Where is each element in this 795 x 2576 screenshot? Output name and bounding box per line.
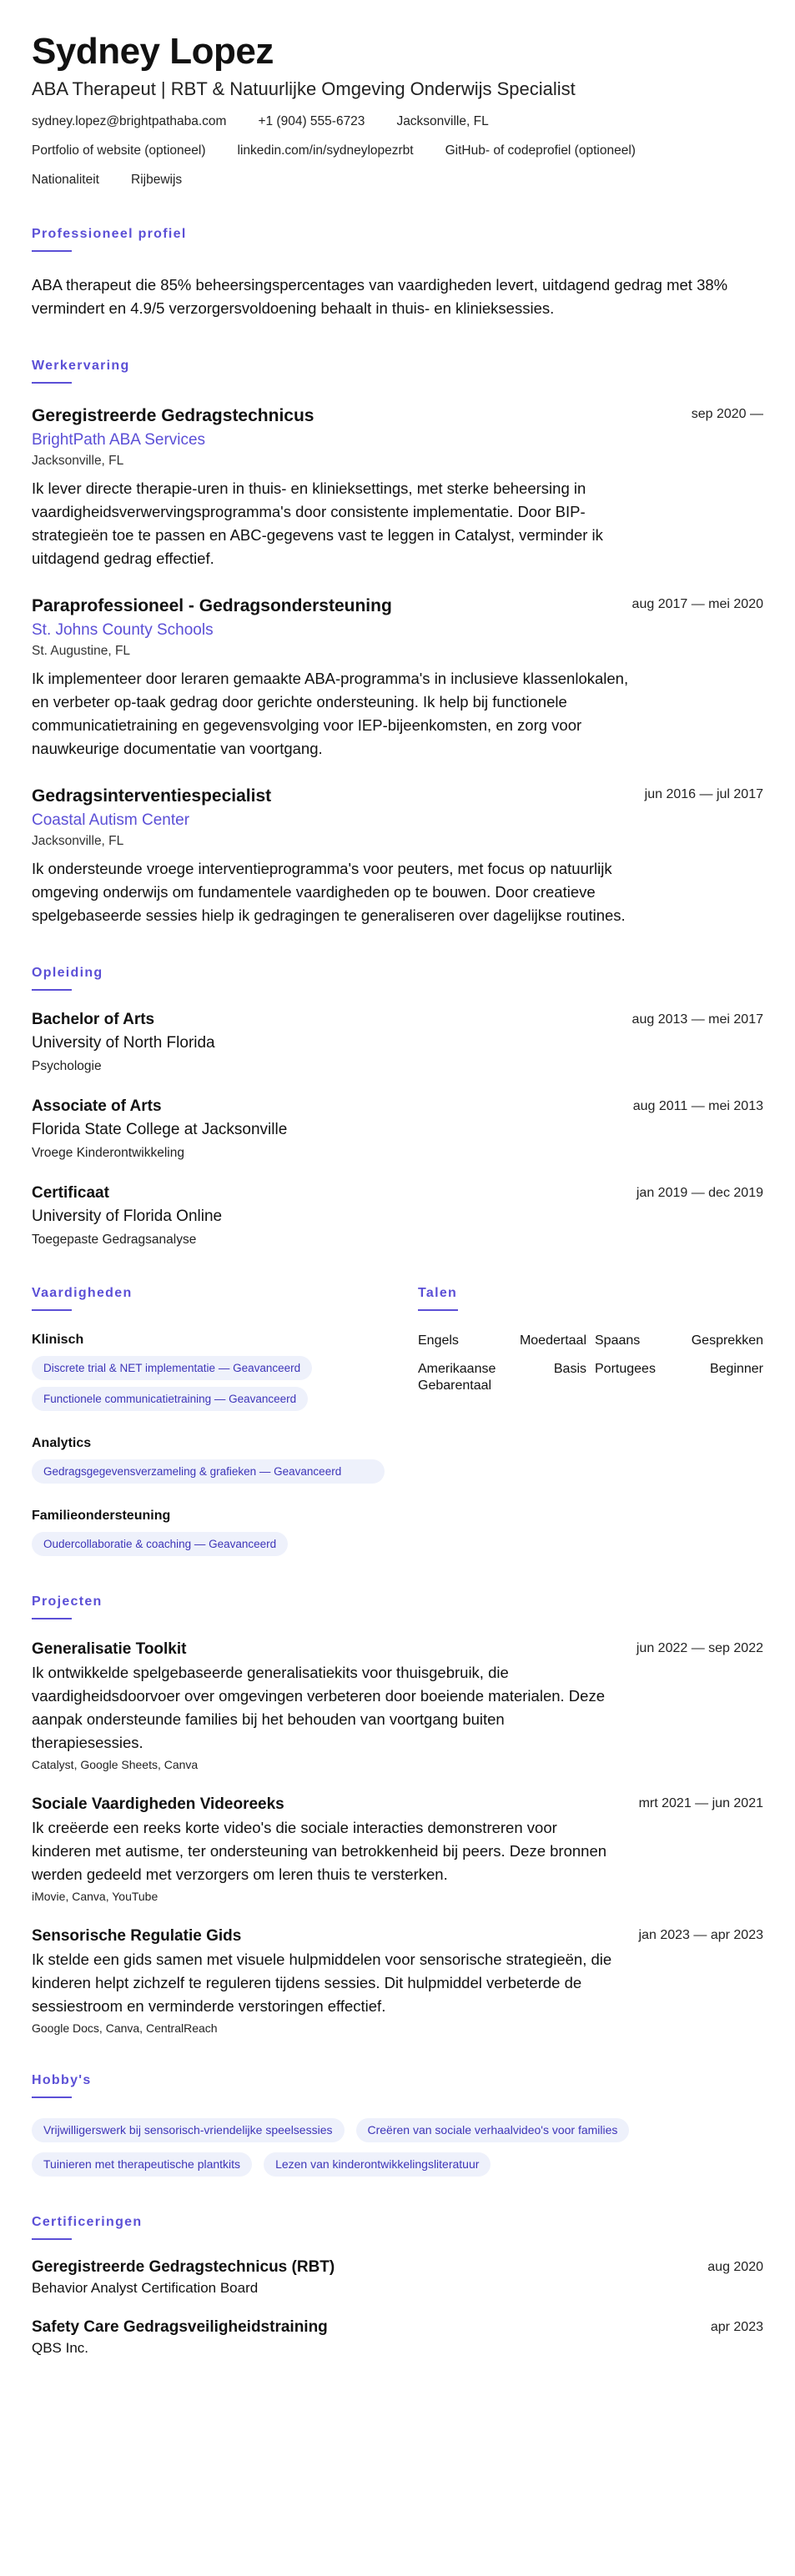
profile-summary: ABA therapeut die 85% beheersingspercentages van vaardigheden levert, uitdagend gedrag met 38% vermindert en 4.9/5 verzorgersvoldoening behaalt in thuis- en klinieksessies. (32, 276, 728, 317)
section-title-hobbies: Hobby's (32, 2073, 92, 2095)
job-location: Jacksonville, FL (32, 834, 124, 848)
employer: St. Johns County Schools (32, 621, 214, 639)
education-section (32, 966, 763, 1248)
project-description: Ik stelde een gids samen met visuele hulpmiddelen voor sensorische strategieën, die kinderen helpt zichzelf te reguleren tijdens sessies. Dit hulpmiddel verbeterde de sessiestroom en verminderde verstoringen effectief. (32, 1951, 612, 2015)
certifications-section (32, 2215, 763, 2357)
section-title-certifications: Certificeringen (32, 2215, 142, 2237)
section-title-profile: Professioneel profiel (32, 227, 187, 249)
experience-item (32, 786, 763, 927)
language-item (418, 1333, 586, 1349)
headline: ABA Therapeut | RBT & Natuurlijke Omgeving Onderwijs Specialist (32, 78, 576, 99)
projects-section (32, 1594, 763, 2035)
language-level: Beginner (709, 1362, 763, 1376)
skill-chip: Oudercollaboratie & coaching — Geavanceerd (32, 1532, 288, 1556)
contact-row-2 (32, 143, 763, 159)
certification-date: apr 2023 (710, 2320, 763, 2334)
job-location: Jacksonville, FL (32, 454, 124, 468)
job-dates: sep 2020 — (691, 407, 763, 421)
school: University of Florida Online (32, 1208, 223, 1225)
hobby-chip: Tuinieren met therapeutische plantkits (32, 2152, 252, 2177)
certification-name: Safety Care Gedragsveiligheidstraining (32, 2318, 328, 2336)
certification-item (32, 2258, 763, 2297)
phone-link[interactable]: +1 (904) 555-6723 (258, 114, 365, 128)
project-item (32, 1795, 763, 1903)
education-item (32, 1097, 763, 1161)
language-level: Gesprekken (691, 1333, 763, 1348)
job-dates: aug 2017 — mei 2020 (631, 597, 763, 611)
skill-category: Familieondersteuning (32, 1509, 171, 1523)
education-item (32, 1011, 763, 1074)
job-description: Ik ondersteunde vroege interventieprogramma's voor peuters, met focus op natuurlijk omgeving onderwijs om fundamentele vaardigheden op te bouwen. Door creatieve spelgebaseerde sessies hielp ik gedragingen te generaliseren over dagelijkse routines. (32, 860, 626, 924)
project-name: Sensorische Regulatie Gids (32, 1927, 242, 1945)
hobby-chip-list (32, 2118, 763, 2177)
language-name: Spaans (595, 1333, 641, 1348)
hobby-chip: Creëren van sociale verhaalvideo's voor families (356, 2118, 630, 2142)
project-tools: Google Docs, Canva, CentralReach (32, 2021, 218, 2035)
job-description: Ik implementeer door leraren gemaakte ABA-programma's in inclusieve klassenlokalen, en verbeter op-taak gedrag door gerichte ondersteuning. Ik help bij functionele communicatietraining en gegevensvolging voor IEP-bijeenkomsten, en zorg voor nauwkeurige documentatie van voortgang. (32, 670, 629, 757)
project-dates: mrt 2021 — jun 2021 (638, 1796, 763, 1810)
hobby-chip: Vrijwilligerswerk bij sensorisch-vriendelijke speelsessies (32, 2118, 345, 2142)
language-name: Engels (418, 1333, 459, 1348)
skill-chip: Gedragsgegevensverzameling & grafieken — Geavanceerd (32, 1459, 385, 1484)
employer: Coastal Autism Center (32, 811, 190, 829)
project-dates: jan 2023 — apr 2023 (638, 1928, 763, 1942)
skill-category: Klinisch (32, 1333, 84, 1347)
hobby-chip: Lezen van kinderontwikkelingsliteratuur (264, 2152, 491, 2177)
experience-section (32, 359, 763, 927)
project-name: Generalisatie Toolkit (32, 1640, 187, 1658)
field-of-study: Psychologie (32, 1059, 102, 1073)
contact-row-1 (32, 113, 763, 130)
certification-date: aug 2020 (707, 2260, 763, 2274)
job-description: Ik lever directe therapie-uren in thuis- en klinieksettings, met sterke beheersing in vaardigheidsverwervingsprogramma's door consistente implementatie. Door BIP-strategieën toe te passen en ABC-gegevens vast te leggen in Catalyst, verminder ik uitdagend gedrag effectief. (32, 480, 603, 567)
section-title-languages: Talen (418, 1286, 457, 1308)
contact-row-3 (32, 172, 763, 188)
section-title-education: Opleiding (32, 966, 103, 987)
project-dates: jun 2022 — sep 2022 (636, 1641, 763, 1655)
project-item (32, 1926, 763, 2035)
education-dates: jan 2019 — dec 2019 (636, 1186, 763, 1200)
resume-header (32, 32, 763, 188)
portfolio-link[interactable]: Portfolio of website (optioneel) (32, 143, 206, 158)
degree: Bachelor of Arts (32, 1011, 155, 1028)
employer: BrightPath ABA Services (32, 431, 206, 449)
project-tools: Catalyst, Google Sheets, Canva (32, 1758, 199, 1771)
language-item (595, 1333, 763, 1349)
languages-section (418, 1286, 763, 1556)
language-name: Amerikaanse Gebarentaal (418, 1362, 496, 1393)
field-of-study: Toegepaste Gedragsanalyse (32, 1233, 197, 1247)
job-title: Geregistreerde Gedragstechnicus (32, 406, 314, 425)
certification-issuer: QBS Inc. (32, 2340, 89, 2356)
drivers-license: Rijbewijs (131, 173, 183, 187)
project-name: Sociale Vaardigheden Videoreeks (32, 1795, 284, 1813)
location: Jacksonville, FL (396, 114, 489, 128)
degree: Associate of Arts (32, 1097, 162, 1115)
school: University of North Florida (32, 1034, 215, 1052)
education-dates: aug 2013 — mei 2017 (631, 1012, 763, 1027)
linkedin-link[interactable]: linkedin.com/in/sydneylopezrbt (237, 143, 414, 158)
certification-name: Geregistreerde Gedragstechnicus (RBT) (32, 2258, 335, 2276)
skill-category: Analytics (32, 1436, 92, 1450)
skill-chip: Functionele communicatietraining — Geavanceerd (32, 1387, 308, 1411)
language-item (595, 1361, 763, 1394)
nationality: Nationaliteit (32, 173, 99, 187)
skill-chip: Discrete trial & NET implementatie — Geavanceerd (32, 1356, 312, 1380)
language-list (418, 1333, 763, 1394)
github-link[interactable]: GitHub- of codeprofiel (optioneel) (445, 143, 636, 158)
candidate-name: Sydney Lopez (32, 31, 274, 72)
job-dates: jun 2016 — jul 2017 (644, 787, 763, 801)
section-title-experience: Werkervaring (32, 359, 130, 380)
section-title-skills: Vaardigheden (32, 1286, 133, 1308)
degree: Certificaat (32, 1184, 109, 1202)
profile-section (32, 227, 763, 320)
certification-item (32, 2318, 763, 2357)
job-title: Gedragsinterventiespecialist (32, 786, 272, 806)
language-name: Portugees (595, 1362, 656, 1376)
language-item (418, 1361, 586, 1394)
language-level: Basis (553, 1362, 586, 1376)
job-location: St. Augustine, FL (32, 644, 131, 658)
section-title-projects: Projecten (32, 1594, 103, 1616)
email-link[interactable]: sydney.lopez@brightpathaba.com (32, 114, 227, 128)
education-item (32, 1184, 763, 1248)
field-of-study: Vroege Kinderontwikkeling (32, 1146, 184, 1160)
school: Florida State College at Jacksonville (32, 1121, 288, 1138)
skill-chip-list (32, 1532, 385, 1556)
experience-item (32, 595, 763, 761)
language-level: Moedertaal (519, 1333, 586, 1348)
skill-chip-list (32, 1356, 385, 1411)
experience-item (32, 405, 763, 570)
project-description: Ik ontwikkelde spelgebaseerde generalisatiekits voor thuisgebruik, die vaardigheidsdoorvoer over omgevingen verbeteren door boeiende materialen. Deze aanpak ondersteunde families bij het behouden van voortgang buiten therapiesessies. (32, 1664, 605, 1751)
skills-languages-row (32, 1286, 763, 1556)
project-tools: iMovie, Canva, YouTube (32, 1890, 158, 1903)
skill-chip-list (32, 1459, 385, 1484)
project-description: Ik creëerde een reeks korte video's die sociale interacties demonstreren voor kinderen met autisme, ter ondersteuning van betrokkenheid bij peers. Deze bronnen werden gedeeld met verzorgers om leren thuis te versterken. (32, 1819, 607, 1883)
education-dates: aug 2011 — mei 2013 (632, 1099, 763, 1113)
skills-section (32, 1286, 385, 1556)
project-item (32, 1640, 763, 1771)
job-title: Paraprofessioneel - Gedragsondersteuning (32, 596, 392, 615)
hobbies-section (32, 2073, 763, 2177)
certification-issuer: Behavior Analyst Certification Board (32, 2280, 259, 2296)
